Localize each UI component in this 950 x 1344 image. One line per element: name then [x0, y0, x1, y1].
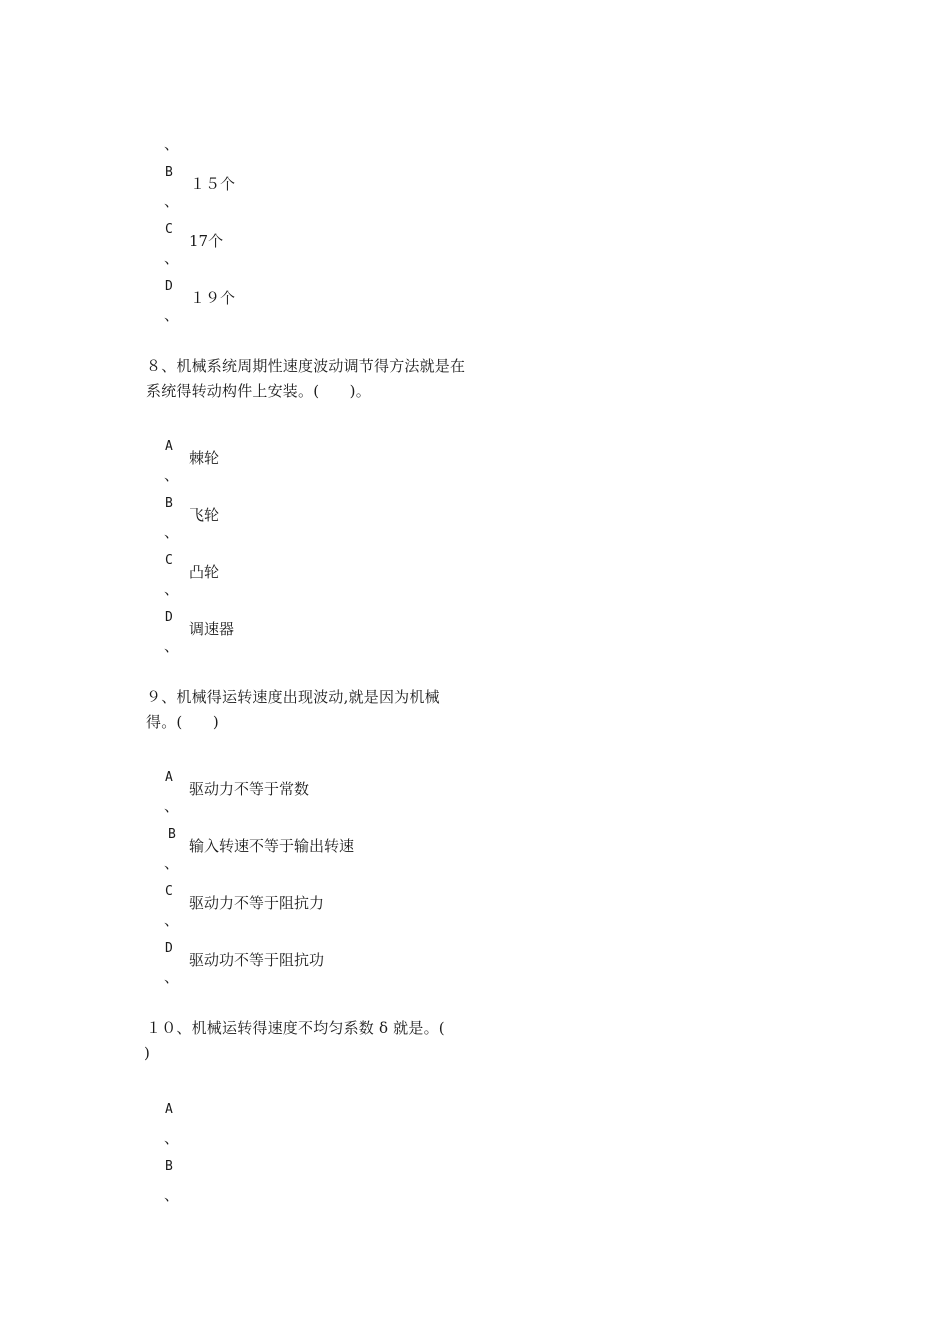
- option-separator: 、: [164, 968, 180, 986]
- option-separator: 、: [164, 1129, 180, 1147]
- question-text-line: 系统得转动构件上安装。( )。: [146, 382, 371, 400]
- option-letter-b: B: [165, 165, 173, 180]
- option-text-c: 凸轮: [189, 563, 220, 581]
- option-text-b: 飞轮: [189, 506, 220, 524]
- option-text-c: 驱动力不等于阻抗力: [189, 894, 325, 912]
- option-letter-b: B: [165, 496, 173, 511]
- option-separator: 、: [164, 306, 180, 324]
- option-letter-c: C: [165, 553, 173, 568]
- option-letter-d: D: [165, 941, 173, 956]
- option-separator: 、: [164, 192, 180, 210]
- question-text-line: ): [144, 1044, 151, 1062]
- option-text-d: １９个: [190, 289, 236, 307]
- option-separator: 、: [164, 135, 180, 153]
- option-separator: 、: [164, 523, 180, 541]
- option-letter-d: D: [165, 610, 173, 625]
- option-text-d: 驱动功不等于阻抗功: [189, 951, 325, 969]
- option-text-d: 调速器: [189, 620, 235, 638]
- option-letter-b: B: [168, 827, 176, 842]
- option-letter-a: A: [165, 1102, 173, 1117]
- option-text-c: 17个: [189, 232, 224, 250]
- option-separator: 、: [164, 911, 180, 929]
- option-text-b: 输入转速不等于输出转速: [189, 837, 355, 855]
- question-text-line: １０、机械运转得速度不均匀系数 δ 就是。(: [146, 1019, 445, 1037]
- option-text-a: 驱动力不等于常数: [189, 780, 310, 798]
- option-letter-a: A: [165, 770, 173, 785]
- question-text-line: ９、机械得运转速度出现波动,就是因为机械: [146, 688, 440, 706]
- option-separator: 、: [164, 466, 180, 484]
- option-separator: 、: [164, 797, 180, 815]
- question-text-line: ８、机械系统周期性速度波动调节得方法就是在: [146, 357, 466, 375]
- option-text-a: 棘轮: [189, 449, 220, 467]
- option-text-b: １５个: [190, 175, 236, 193]
- option-separator: 、: [164, 580, 180, 598]
- option-separator: 、: [164, 854, 180, 872]
- option-letter-c: C: [165, 222, 173, 237]
- option-separator: 、: [164, 1186, 180, 1204]
- option-letter-b: B: [165, 1159, 173, 1174]
- option-letter-c: C: [165, 884, 173, 899]
- question-text-line: 得。( ): [146, 713, 219, 731]
- option-separator: 、: [164, 637, 180, 655]
- option-letter-a: A: [165, 439, 173, 454]
- option-letter-d: D: [165, 279, 173, 294]
- option-separator: 、: [164, 249, 180, 267]
